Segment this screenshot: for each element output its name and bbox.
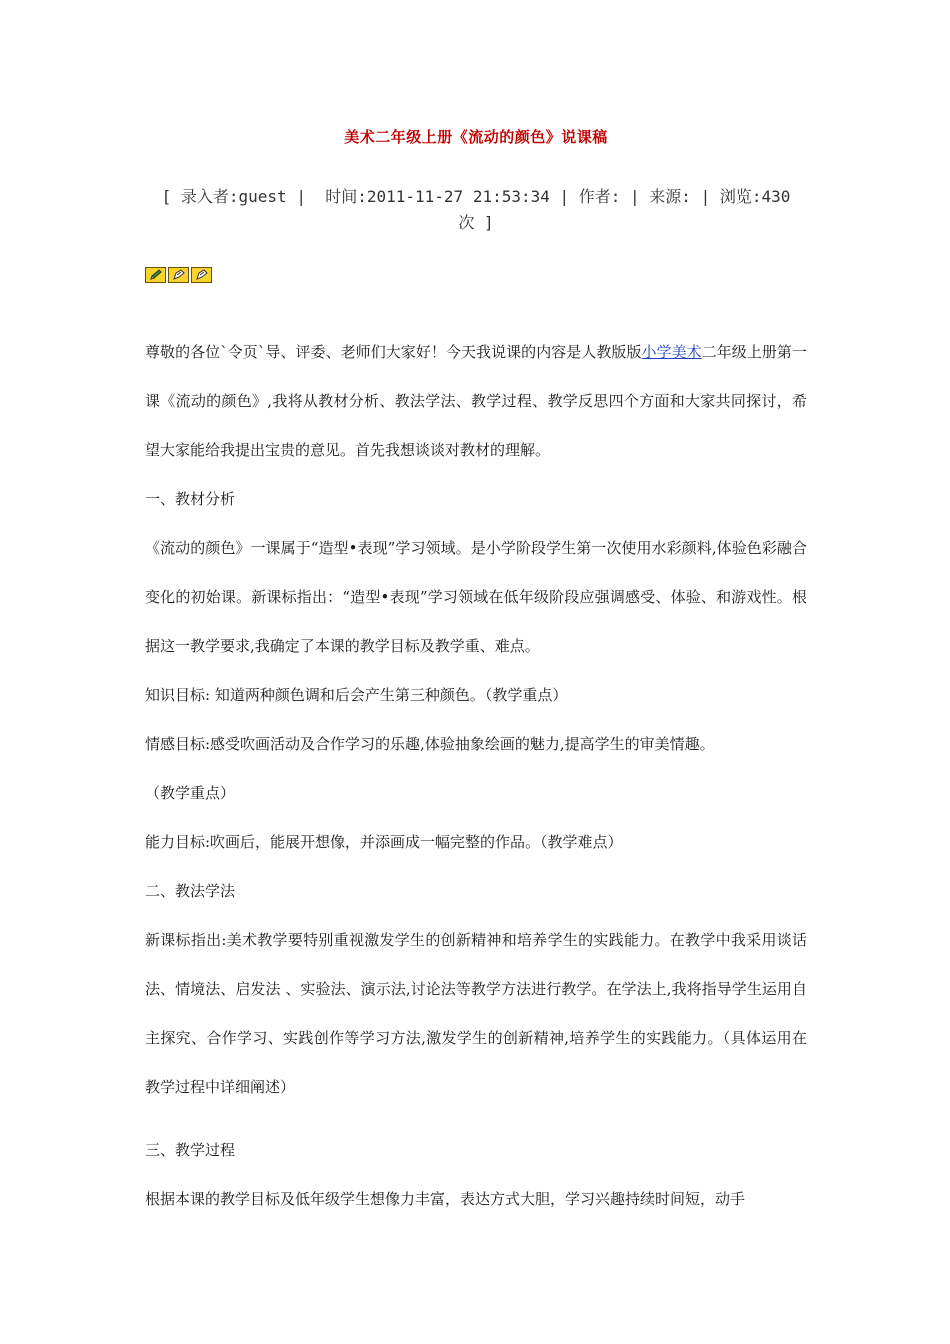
section-heading-3: 三、教学过程 bbox=[145, 1141, 236, 1159]
toolbar-icons bbox=[145, 267, 212, 283]
meta-line-2: 次 ] bbox=[458, 213, 494, 232]
section-3-paragraph: 根据本课的教学目标及低年级学生想像力丰富，表达方式大胆，学习兴趣持续时间短，动手 bbox=[145, 1190, 746, 1208]
goal-ability: 能力目标:吹画后，能展开想像，并添画成一幅完整的作品。（教学难点） bbox=[145, 833, 623, 851]
goal-knowledge: 知识目标: 知道两种颜色调和后会产生第三种颜色。（教学重点） bbox=[145, 686, 568, 704]
link-primary-art[interactable]: 小学美术 bbox=[641, 343, 702, 361]
intro-text-b: 二年级上册第一课《流动的颜色》,我将从教材分析、教法学法、教学过程、教学反思四个方面和大家共同探讨，希望大家能给我提出宝贵的意见。首先我想谈谈对教材的理解。 bbox=[145, 343, 807, 459]
edit-icon[interactable] bbox=[168, 267, 189, 283]
section-heading-1: 一、教材分析 bbox=[145, 490, 236, 508]
spacer bbox=[145, 1112, 807, 1126]
pencil-icon[interactable] bbox=[145, 267, 166, 283]
article-meta bbox=[145, 184, 807, 236]
article-body bbox=[145, 328, 807, 1224]
intro-paragraph bbox=[145, 328, 807, 475]
intro-text-a: 尊敬的各位`令页`导、评委、老师们大家好！今天我说课的内容是人教版版 bbox=[145, 343, 642, 361]
goal-emotion-note: （教学重点） bbox=[145, 784, 236, 802]
section-2-paragraph: 新课标指出:美术教学要特别重视激发学生的创新精神和培养学生的实践能力。在教学中我采用谈话法、情境法、启发法 、实验法、演示法,讨论法等教学方法进行教学。在学法上,我将指导学生运用自主探究、合作学习、实践创作等学习方法,激发学生的创新精神,培养学生的实践能力。（具体运用在教学过程中详细阐述） bbox=[145, 931, 807, 1096]
section-heading-2: 二、教法学法 bbox=[145, 882, 236, 900]
section-1-paragraph: 《流动的颜色》一课属于“造型•表现”学习领域。是小学阶段学生第一次使用水彩颜料,体验色彩融合变化的初始课。新课标指出：“造型•表现”学习领域在低年级阶段应强调感受、体验、和游戏性。根据这一教学要求,我确定了本课的教学目标及教学重、难点。 bbox=[145, 539, 807, 655]
meta-line-1: [ 录入者:guest | 时间:2011-11-27 21:53:34 | 作者: | 来源: | 浏览:430 bbox=[161, 187, 791, 206]
goal-emotion: 情感目标:感受吹画活动及合作学习的乐趣,体验抽象绘画的魅力,提高学生的审美情趣。 bbox=[145, 735, 715, 753]
edit-icon[interactable] bbox=[191, 267, 212, 283]
article-title: 美术二年级上册《流动的颜色》说课稿 bbox=[344, 128, 608, 146]
